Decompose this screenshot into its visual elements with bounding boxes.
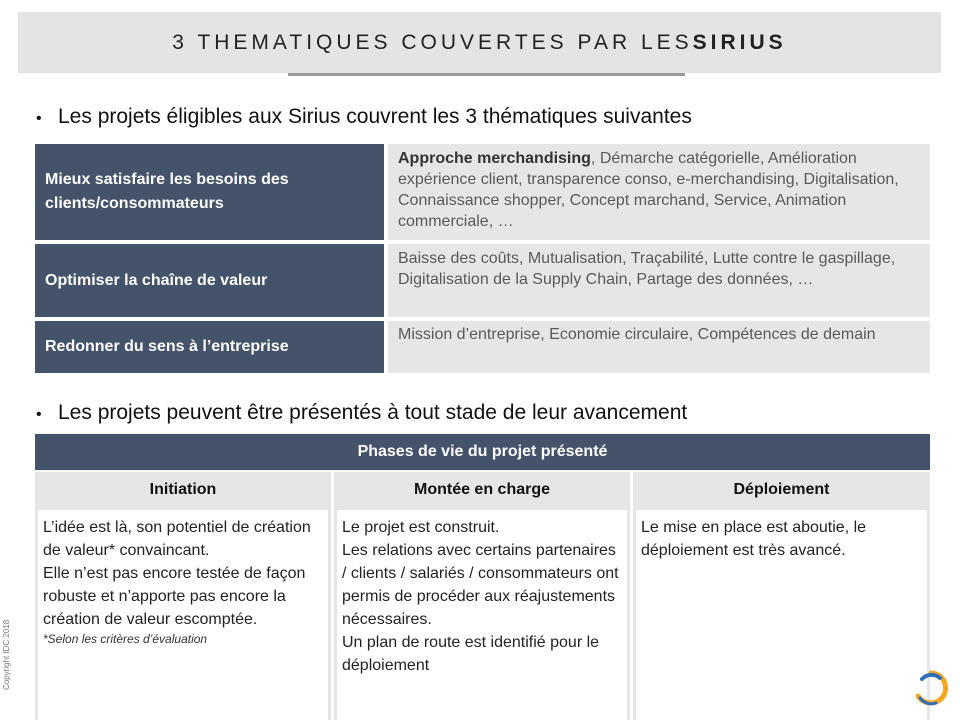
theme-description-text: Baisse des coûts, Mutualisation, Traçabilité, Lutte contre le gaspillage, Digitalisation de la Supply Chain, Partage des données, …	[398, 250, 896, 288]
copyright-notice: Copyright IDC 2018	[2, 619, 11, 690]
bullet-project-stages	[36, 401, 687, 425]
theme-description-lead: Approche merchandising	[398, 150, 591, 167]
bullet-text: Les projets peuvent être présentés à tout stade de leur avancement	[58, 401, 688, 424]
slide-title-text: 3 THEMATIQUES COUVERTES PAR LES	[172, 30, 693, 54]
phase-column-initiation	[35, 472, 331, 720]
phases-columns	[35, 472, 930, 720]
theme-description-text: , Démarche catégorielle, Amélioration expérience client, transparence conso, e-merchandising, Digitalisation, Connaissance shopper, Concept marchand, Service, Animation commerciale, …	[398, 150, 899, 230]
theme-description	[388, 244, 930, 317]
theme-row	[35, 321, 930, 373]
phase-column-content	[334, 510, 630, 720]
theme-label: Mieux satisfaire les besoins des clients/consommateurs	[35, 144, 384, 240]
theme-row	[35, 244, 930, 317]
phase-column-body: Le projet est construit. Les relations avec certains partenaires / clients / salariés / consommateurs ont permis de procéder aux réajustements nécessaires. Un plan de route est identifié pour le déploiement	[342, 519, 619, 674]
slide-title	[18, 12, 941, 73]
phase-column-content	[633, 510, 930, 720]
phase-column-body: L’idée est là, son potentiel de création de valeur* convaincant. Elle n’est pas encore testée de façon robuste et n’apporte pas encore la création de valeur escomptée.	[43, 519, 311, 628]
theme-description	[388, 321, 930, 373]
phase-column-title: Déploiement	[733, 481, 830, 498]
bullet-dot-icon: •	[36, 110, 42, 127]
phase-column-title: Montée en charge	[413, 481, 551, 498]
theme-label: Optimiser la chaîne de valeur	[35, 244, 384, 317]
circular-swirl-logo-icon	[914, 670, 948, 706]
phase-column-content	[35, 510, 331, 720]
theme-description	[388, 144, 930, 240]
bullet-dot-icon: •	[36, 406, 42, 423]
phase-footnote: *Selon les critères d’évaluation	[43, 632, 208, 646]
theme-description-text: Mission d’entreprise, Economie circulaire, Compétences de demain	[398, 326, 876, 343]
phase-column-body: Le mise en place est aboutie, le déploiement est très avancé.	[641, 519, 867, 559]
bullet-eligible-projects	[36, 105, 692, 129]
phase-column-ramp-up	[334, 472, 630, 720]
slide-title-bold: SIRIUS	[692, 30, 787, 54]
phases-table-header: Phases de vie du projet présenté	[35, 434, 930, 470]
phase-column-title: Initiation	[149, 481, 217, 498]
theme-label: Redonner du sens à l’entreprise	[35, 321, 384, 373]
phase-column-deployment	[633, 472, 930, 720]
title-underline	[288, 73, 685, 76]
theme-row	[35, 144, 930, 240]
bullet-text: Les projets éligibles aux Sirius couvrent les 3 thématiques suivantes	[58, 105, 692, 128]
